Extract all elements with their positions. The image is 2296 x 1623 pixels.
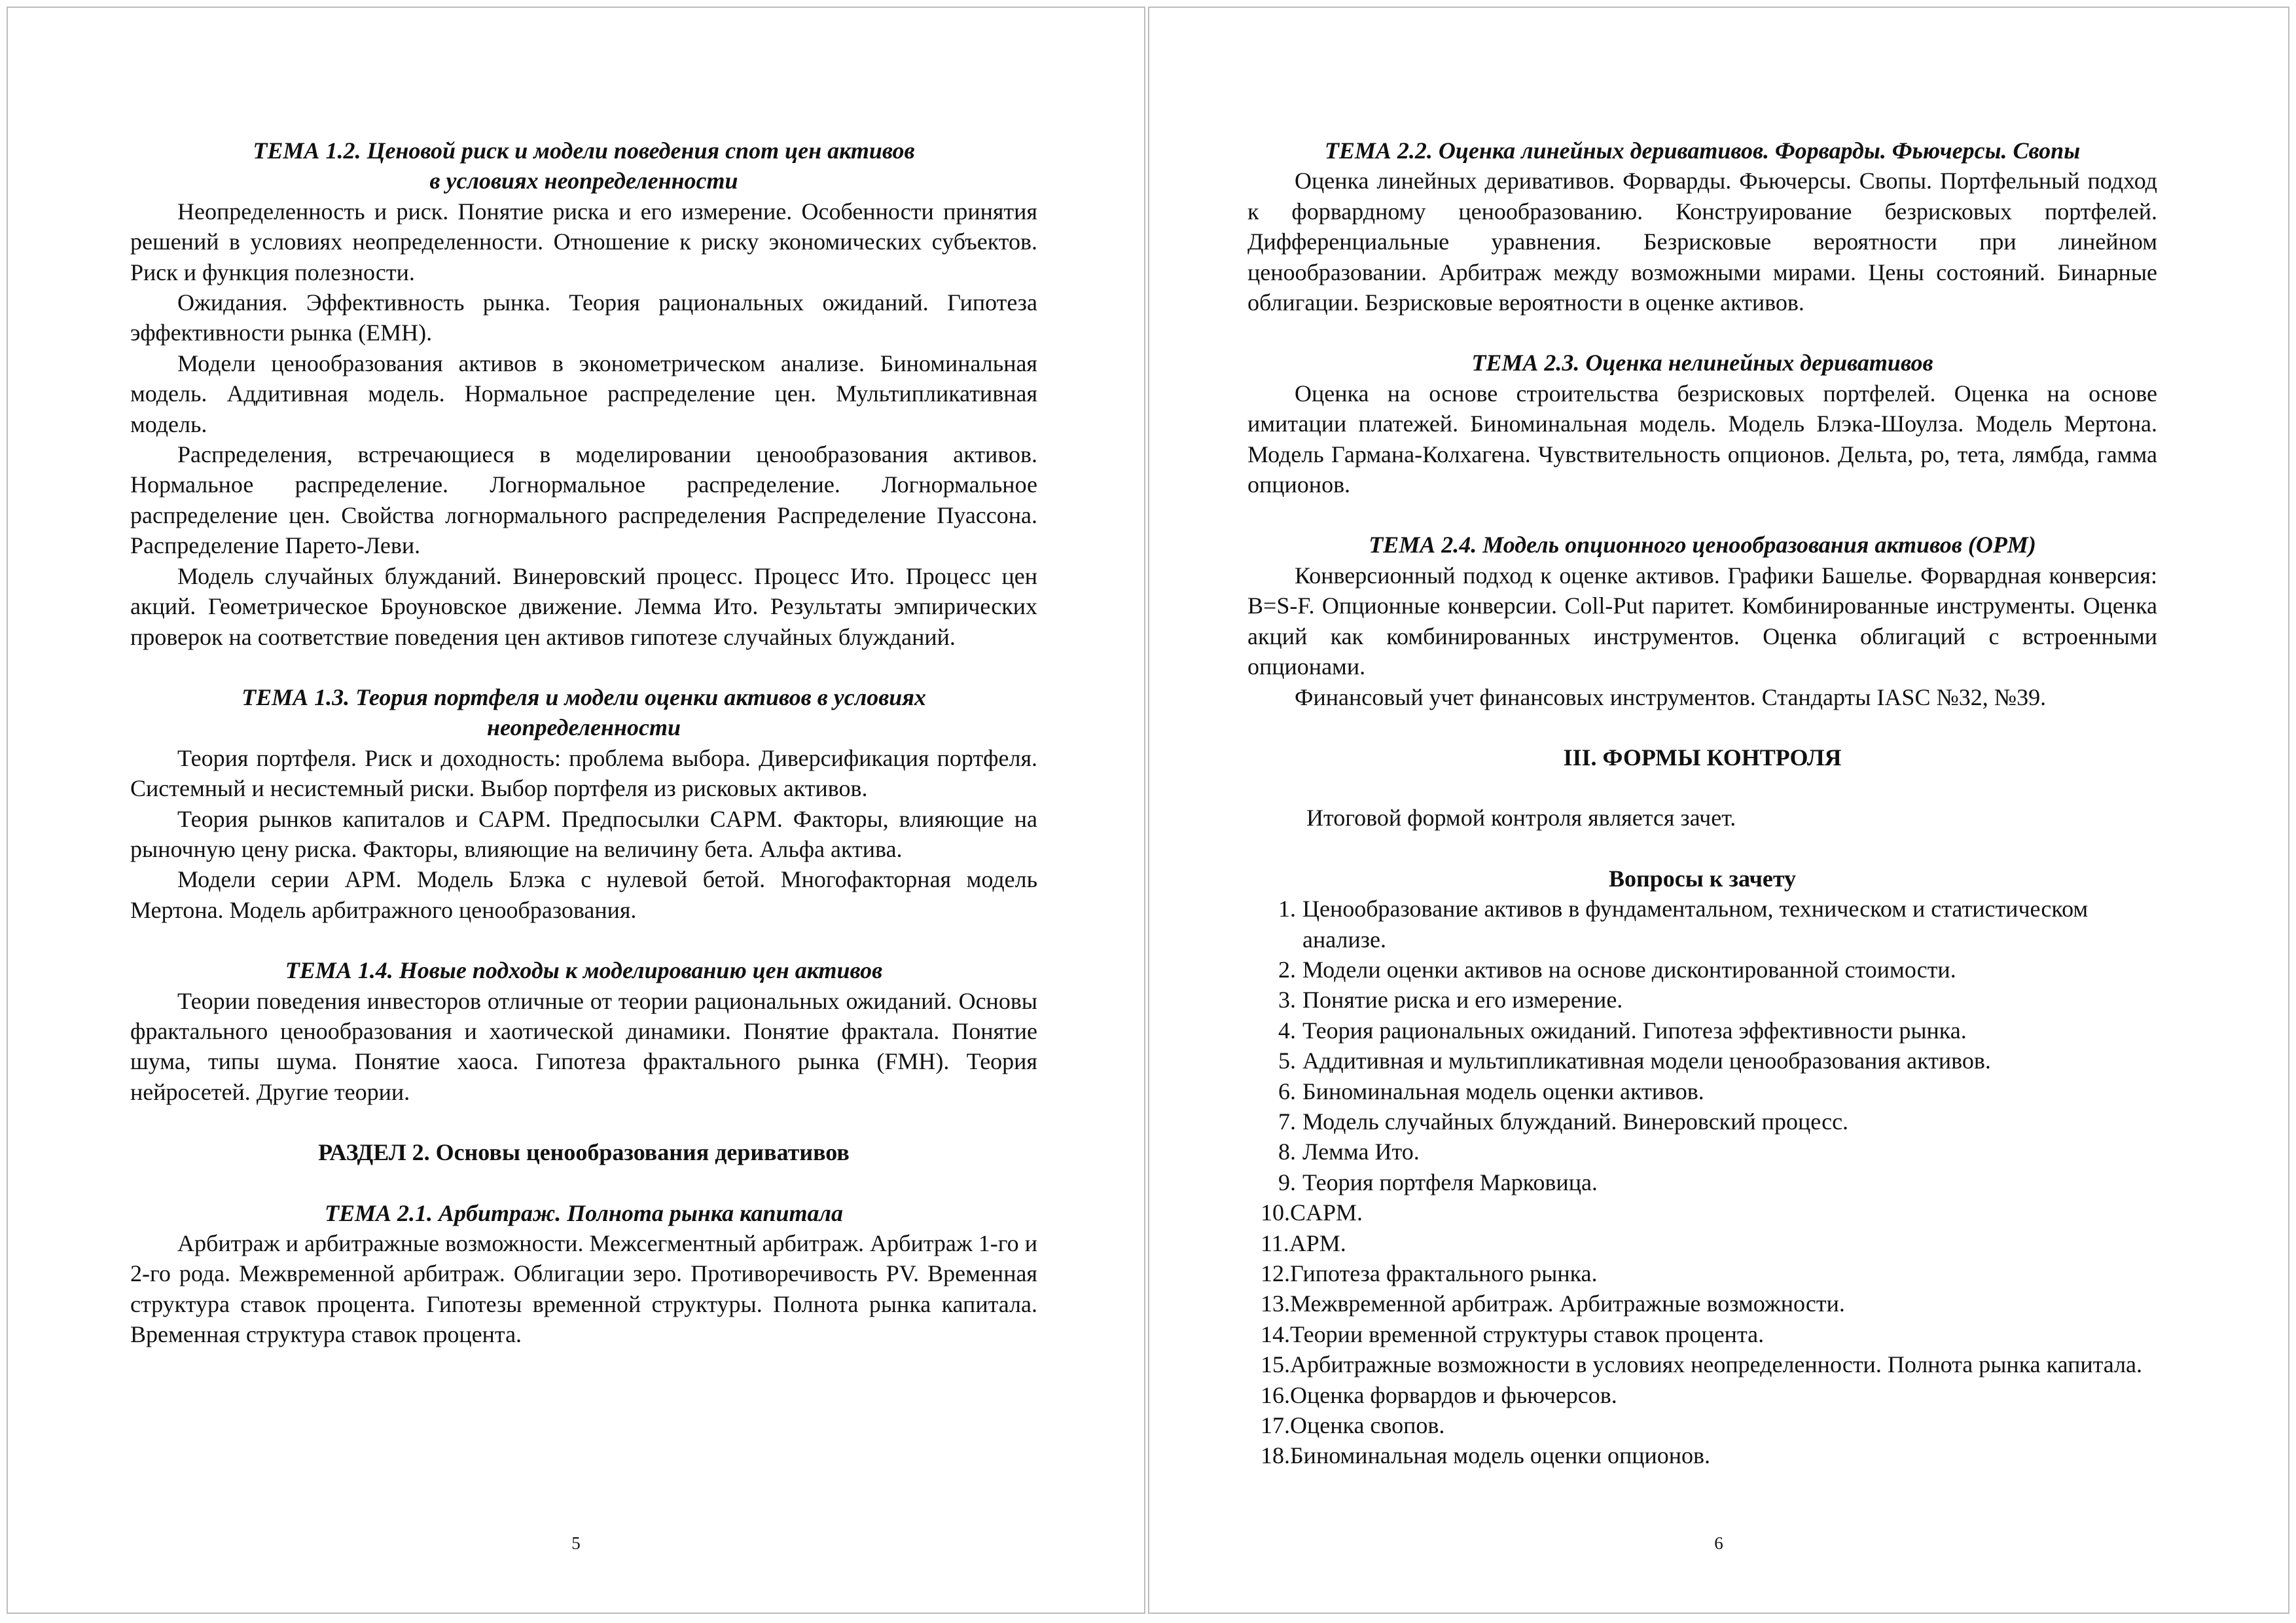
question-item	[1261, 1167, 2157, 1197]
paragraph: Теория портфеля. Риск и доходность: проблема выбора. Диверсификация портфеля. Системный и несистемный риски. Выбор портфеля из рисковых активов.	[130, 744, 1037, 802]
theme-2-4-title: ТЕМА 2.4. Модель опционного ценообразования активов (OPM)	[1369, 532, 2036, 558]
questions-title: Вопросы к зачету	[1608, 865, 1797, 892]
theme-2-2-title: ТЕМА 2.2. Оценка линейных деривативов. Форварды. Фьючерсы. Свопы	[1324, 137, 2081, 164]
paragraph: Оценка линейных деривативов. Форварды. Фьючерсы. Свопы. Портфельный подход к форвардному ценообразованию. Конструирование безрисковых портфелей. Дифференциальные уравнения. Безрисковые вероятности при линейном ценообразовании. Арбитраж между возможными мирами. Цены состояний. Бинарные облигации. Безрисковые вероятности в оценке активов.	[1247, 168, 2157, 316]
questions-list	[1247, 894, 2157, 1471]
question-number: 12.	[1261, 1260, 1290, 1286]
question-number: 6.	[1278, 1078, 1296, 1104]
question-text: Модели оценки активов на основе дисконтированной стоимости.	[1302, 956, 1956, 983]
page-number: 5	[571, 1533, 581, 1553]
paragraph: Неопределенность и риск. Понятие риска и его измерение. Особенности принятия решений в условиях неопределенности. Отношение к риску экономических субъектов. Риск и функция полезности.	[130, 198, 1037, 285]
question-item	[1261, 1410, 2157, 1440]
question-number: 1.	[1278, 896, 1296, 922]
question-item	[1261, 1106, 2157, 1137]
question-item	[1261, 985, 2157, 1015]
left-page	[7, 7, 1145, 1614]
question-item	[1261, 1258, 2157, 1288]
question-text: CAPM.	[1290, 1199, 1363, 1226]
theme-1-2-title-line2: в условиях неопределенности	[429, 168, 738, 194]
question-text: Теория портфеля Марковица.	[1302, 1169, 1598, 1195]
question-item	[1261, 1228, 2157, 1258]
question-text: Оценка свопов.	[1290, 1412, 1445, 1439]
question-text: Гипотеза фрактального рынка.	[1290, 1260, 1598, 1286]
theme-1-3-title	[130, 682, 1037, 743]
theme-2-1-title: ТЕМА 2.1. Арбитраж. Полнота рынка капитала	[324, 1199, 844, 1226]
question-number: 11.	[1261, 1230, 1289, 1256]
question-text: APM.	[1289, 1230, 1346, 1256]
question-item	[1261, 1440, 2157, 1470]
question-text: Теории временной структуры ставок процента.	[1290, 1321, 1765, 1347]
section-3-title: III. ФОРМЫ КОНТРОЛЯ	[1563, 744, 1842, 771]
question-text: Понятие риска и его измерение.	[1302, 987, 1623, 1013]
question-number: 9.	[1278, 1169, 1296, 1195]
question-text: Аддитивная и мультипликативная модели ценообразования активов.	[1302, 1048, 1991, 1074]
question-text: Модель случайных блужданий. Винеровский процесс.	[1302, 1108, 1849, 1135]
paragraph: Конверсионный подход к оценке активов. Графики Башелье. Форвардная конверсия: B=S-F. Опционные конверсии. Coll-Put паритет. Комбинированные инструменты. Оценка акций как комбинированных инструментов. Оценка облигаций с встроенными опционами.	[1247, 562, 2157, 680]
question-item	[1261, 1076, 2157, 1106]
question-item	[1261, 1046, 2157, 1076]
paragraph: Модели серии APM. Модель Блэка с нулевой бетой. Многофакторная модель Мертона. Модель арбитражного ценообразования.	[130, 866, 1037, 923]
question-text: Биноминальная модель оценки активов.	[1302, 1078, 1704, 1104]
question-item	[1261, 1015, 2157, 1046]
question-item	[1261, 1137, 2157, 1167]
question-item	[1261, 1197, 2157, 1228]
right-page-content	[1247, 136, 2157, 1471]
paragraph: Оценка на основе строительства безрисковых портфелей. Оценка на основе имитации платежей. Биноминальная модель. Модель Блэка-Шоулза. Модель Мертона. Модель Гармана-Колхагена. Чувствительность опционов. Дельта, ро, тета, лямбда, гамма опционов.	[1247, 380, 2157, 498]
question-number: 16.	[1261, 1381, 1290, 1408]
question-number: 8.	[1278, 1139, 1296, 1165]
paragraph: Арбитраж и арбитражные возможности. Межсегментный арбитраж. Арбитраж 1-го и 2-го рода. Межвременной арбитраж. Облигации зеро. Противоречивость PV. Временная структура ставок процента. Гипотезы временной структуры. Полнота рынка капитала. Временная структура ставок процента.	[130, 1230, 1037, 1348]
paragraph: Модель случайных блужданий. Винеровский процесс. Процесс Ито. Процесс цен акций. Геометрическое Броуновское движение. Лемма Ито. Результаты эмпирических проверок на соответствие поведения цен активов гипотезе случайных блужданий.	[130, 562, 1037, 650]
paragraph: Теория рынков капиталов и CAPM. Предпосылки CAPM. Факторы, влияющие на рыночную цену риска. Факторы, влияющие на величину бета. Альфа актива.	[130, 805, 1037, 862]
question-text: Биноминальная модель оценки опционов.	[1290, 1442, 1711, 1469]
question-number: 10.	[1261, 1199, 1290, 1226]
paragraph: Финансовый учет финансовых инструментов. Стандарты IASC №32, №39.	[1295, 684, 2047, 710]
paragraph: Распределения, встречающиеся в моделировании ценообразования активов. Нормальное распределение. Логнормальное распределение. Логнормальное распределение цен. Свойства логнормального распределения Распределение Пуассона. Распределение Парето-Леви.	[130, 441, 1037, 559]
theme-2-3-title: ТЕМА 2.3. Оценка нелинейных деривативов	[1471, 350, 1933, 376]
right-page	[1148, 7, 2289, 1614]
question-number: 3.	[1278, 987, 1296, 1013]
question-item	[1261, 1288, 2157, 1319]
left-page-content	[130, 136, 1037, 1350]
theme-1-2-title-line1: ТЕМА 1.2. Ценовой риск и модели поведения спот цен активов	[253, 137, 915, 164]
question-text: Лемма Ито.	[1302, 1139, 1420, 1165]
question-number: 14.	[1261, 1321, 1290, 1347]
question-text: Ценообразование активов в фундаментальном, техническом и статистическом анализе.	[1302, 896, 2089, 953]
question-number: 13.	[1261, 1290, 1290, 1317]
paragraph: Модели ценообразования активов в эконометрическом анализе. Биноминальная модель. Аддитивная модель. Нормальное распределение цен. Мультипликативная модель.	[130, 350, 1037, 437]
question-number: 7.	[1278, 1108, 1296, 1135]
question-number: 4.	[1278, 1017, 1296, 1044]
control-form-text: Итоговой формой контроля является зачет.	[1306, 805, 1736, 831]
paragraph: Ожидания. Эффективность рынка. Теория рациональных ожиданий. Гипотеза эффективности рынка (EMH).	[130, 289, 1037, 346]
question-item	[1261, 1380, 2157, 1410]
question-text: Арбитражные возможности в условиях неопределенности. Полнота рынка капитала.	[1290, 1351, 2143, 1378]
question-number: 5.	[1278, 1048, 1296, 1074]
question-item	[1261, 1319, 2157, 1349]
theme-1-3-title-line2: неопределенности	[487, 714, 681, 741]
theme-1-2-title	[130, 136, 1037, 196]
theme-1-3-title-line1: ТЕМА 1.3. Теория портфеля и модели оценки активов в условиях	[242, 684, 926, 710]
question-number: 2.	[1278, 956, 1296, 983]
question-number: 15.	[1261, 1351, 1290, 1378]
question-text: Оценка форвардов и фьючерсов.	[1290, 1381, 1617, 1408]
question-text: Межвременной арбитраж. Арбитражные возможности.	[1290, 1290, 1845, 1317]
page-number: 6	[1714, 1533, 1723, 1553]
question-number: 18.	[1261, 1442, 1290, 1469]
section-2-title: РАЗДЕЛ 2. Основы ценообразования деривативов	[318, 1139, 850, 1166]
question-item	[1261, 1349, 2157, 1379]
question-item	[1261, 955, 2157, 985]
question-number: 17.	[1261, 1412, 1290, 1439]
question-text: Теория рациональных ожиданий. Гипотеза эффективности рынка.	[1302, 1017, 1967, 1044]
question-item	[1261, 894, 2157, 955]
paragraph: Теории поведения инвесторов отличные от теории рациональных ожиданий. Основы фрактального ценообразования и хаотической динамики. Понятие фрактала. Понятие шума, типы шума. Понятие хаоса. Гипотеза фрактального рынка (FMH). Теория нейросетей. Другие теории.	[130, 987, 1037, 1105]
theme-1-4-title: ТЕМА 1.4. Новые подходы к моделированию цен активов	[285, 957, 883, 984]
